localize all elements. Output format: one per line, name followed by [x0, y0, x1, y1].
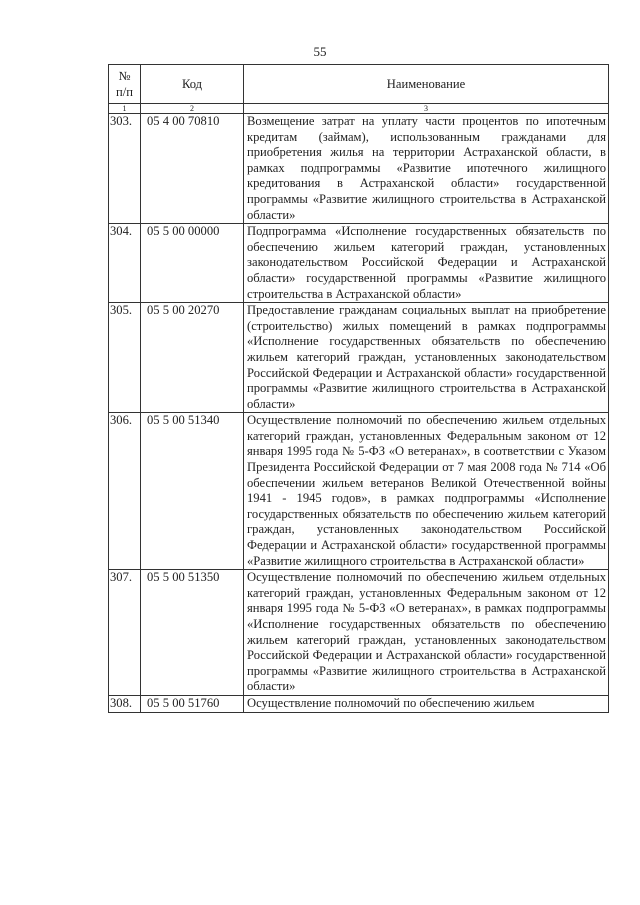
row-code: 05 5 00 20270 [141, 303, 244, 413]
table-header-row [109, 65, 609, 104]
row-number: 306. [109, 413, 141, 570]
row-code: 05 5 00 51350 [141, 570, 244, 696]
table-row [109, 695, 609, 712]
table-row [109, 570, 609, 696]
table-row [109, 303, 609, 413]
column-index: 2 [141, 104, 244, 114]
row-name: Подпрограмма «Исполнение государственных обязательств по обеспечению жильем категорий граждан, установленных законодательством Российской Федерации и Астраханской области» государственной программы «Развитие жилищного строительства в Астраханской области» [244, 224, 609, 303]
row-code: 05 5 00 00000 [141, 224, 244, 303]
row-name: Возмещение затрат на уплату части процентов по ипотечным кредитам (займам), использованным гражданами для приобретения жилья на территории Астраханской области, в рамках подпрограммы «Развитие ипотечного жилищного кредитования в Астраханской области» государственной программы «Развитие жилищного строительства в Астраханской области» [244, 114, 609, 224]
column-index: 1 [109, 104, 141, 114]
column-index-row [109, 104, 609, 114]
row-number: 305. [109, 303, 141, 413]
row-name: Осуществление полномочий по обеспечению жильем отдельных категорий граждан, установленных Федеральным законом от 12 января 1995 года № 5-ФЗ «О ветеранах», в соответствии с Указом Президента Российской Федерации от 7 мая 2008 года № 714 «Об обеспечении жильем ветеранов Великой Отечественной войны 1941 - 1945 годов», в рамках подпрограммы «Исполнение государственных обязательств по обеспечению жильем категорий граждан, установленных законодательством Российской Федерации и Астраханской области» государственной программы «Развитие жилищного строительства в Астраханской области» [244, 413, 609, 570]
budget-classification-table [108, 64, 609, 713]
column-index: 3 [244, 104, 609, 114]
table-row [109, 114, 609, 224]
header-number: № п/п [109, 65, 141, 104]
row-number: 304. [109, 224, 141, 303]
row-name: Предоставление гражданам социальных выплат на приобретение (строительство) жилых помещений в рамках подпрограммы «Исполнение государственных обязательств по обеспечению жильем категорий граждан, установленных законодательством Российской Федерации и Астраханской области» государственной программы «Развитие жилищного строительства в Астраханской области» [244, 303, 609, 413]
row-code: 05 5 00 51760 [141, 695, 244, 712]
table-row [109, 224, 609, 303]
page-number: 55 [313, 44, 327, 59]
header-name: Наименование [244, 65, 609, 104]
table-row [109, 413, 609, 570]
row-name: Осуществление полномочий по обеспечению жильем отдельных категорий граждан, установленных Федеральным законом от 12 января 1995 года № 5-ФЗ «О ветеранах», в рамках подпрограммы «Исполнение государственных обязательств по обеспечению жильем категорий граждан, установленных законодательством Российской Федерации и Астраханской области» государственной программы «Развитие жилищного строительства в Астраханской области» [244, 570, 609, 696]
row-name: Осуществление полномочий по обеспечению жильем [244, 695, 609, 712]
row-code: 05 5 00 51340 [141, 413, 244, 570]
row-number: 308. [109, 695, 141, 712]
header-code: Код [141, 65, 244, 104]
row-code: 05 4 00 70810 [141, 114, 244, 224]
row-number: 307. [109, 570, 141, 696]
row-number: 303. [109, 114, 141, 224]
